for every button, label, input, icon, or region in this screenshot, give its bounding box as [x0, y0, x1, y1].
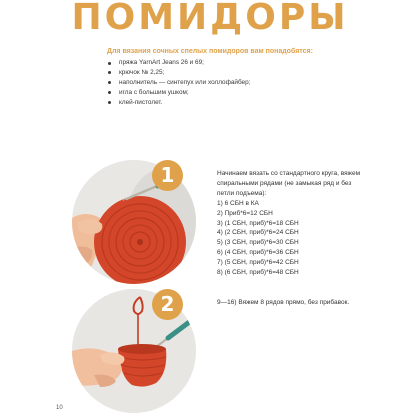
step-1-intro: Начинаем вязать со стандартного круга, вяжем спиральными рядами (не замыкая ряд и без петли подъема):: [217, 170, 361, 197]
row-instruction: 5) (3 СБН, приб)*6=30 СБН: [217, 239, 299, 247]
page-number: 10: [56, 405, 63, 411]
step-1-badge: 1: [152, 160, 183, 191]
row-instruction: 7) (5 СБН, приб)*6=42 СБН: [217, 259, 299, 267]
step-1-instructions: [217, 169, 367, 278]
page-title: ПОМИДОРЫ: [71, 0, 349, 38]
step-2-instructions: 9—16) Вяжем 8 рядов прямо, без прибавок.: [217, 299, 350, 306]
step-1-rows: [217, 199, 367, 278]
supply-item: крючок № 2,25;: [106, 68, 250, 78]
row-instruction: 4) (2 СБН, приб)*6=24 СБН: [217, 229, 299, 237]
row-instruction: 8) (6 СБН, приб)*6=48 СБН: [217, 269, 299, 277]
supply-item: игла с большим ушком;: [106, 88, 250, 98]
row-instruction: 1) 6 СБН в КА: [217, 199, 259, 207]
supply-item: пряжа YarnArt Jeans 26 и 69;: [106, 58, 250, 68]
supply-item: клей-пистолет.: [106, 98, 250, 108]
supply-item: наполнитель — синтепух или холлофайбер;: [106, 78, 250, 88]
row-instruction: 6) (4 СБН, приб)*6=36 СБН: [217, 249, 299, 257]
row-instruction: 2) Приб*6=12 СБН: [217, 209, 273, 217]
materials-intro: Для вязания сочных спелых помидоров вам понадобятся:: [107, 48, 313, 55]
row-instruction: 3) (1 СБН, приб)*6=18 СБН: [217, 219, 299, 227]
step-2-badge: 2: [152, 289, 183, 320]
supplies-list: [106, 58, 250, 108]
